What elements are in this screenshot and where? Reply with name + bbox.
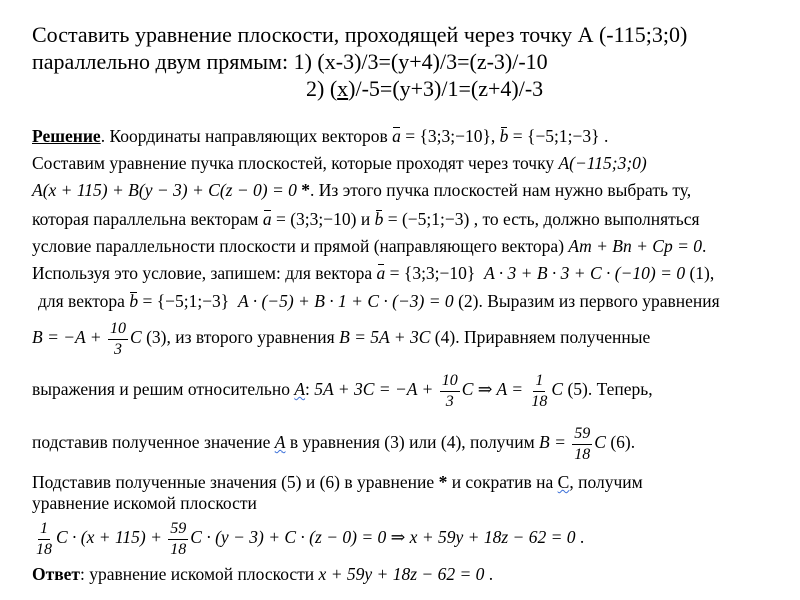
fraction-numerator: 10 [108, 320, 128, 340]
fraction-numerator: 59 [168, 520, 188, 540]
answer-heading: Ответ [32, 564, 81, 584]
parallel-condition: Am + Bn + Cp = 0 [568, 236, 703, 256]
final-equation-part-2: C · (y − 3) + C · (z − 0) = 0 ⇒ x + 59y + 18z − 62 = 0 [190, 527, 576, 548]
fraction-59-18 [572, 425, 592, 463]
fraction-denominator: 18 [170, 540, 187, 558]
solution-row-11 [32, 474, 643, 492]
solution-text: . Координаты направляющих векторов [100, 126, 388, 146]
plane-pencil-equation: A(x + 115) + B(y − 3) + C(z − 0) = 0 [32, 180, 297, 200]
solution-text: Составим уравнение пучка плоскостей, которые проходят через точку [32, 153, 555, 173]
problem-var-x: x [337, 76, 349, 101]
problem-line-2 [32, 51, 548, 73]
solution-text: Подставив полученные значения (5) и (6) в уравнение [32, 472, 435, 492]
solution-text: . [599, 126, 609, 146]
solution-row-2 [32, 155, 647, 173]
equation-star: * [296, 180, 311, 200]
vector-b: b [129, 291, 139, 311]
math-var-c: С [557, 472, 570, 492]
equation-1: A · 3 + B · 3 + C · (−10) = 0 [484, 263, 686, 283]
problem-line-3 [306, 78, 543, 100]
math-var-c: C [130, 327, 142, 348]
vector-a-value: = {3;3;−10} [400, 126, 491, 146]
problem-line-1 [32, 24, 687, 46]
math-var-c: C [551, 379, 564, 400]
fraction-10-3 [108, 320, 128, 358]
answer-equation: x + 59y + 18z − 62 = 0 [318, 564, 485, 584]
solution-text: Используя это условие, запишем: для вектора [32, 263, 373, 283]
solution-text: уравнение искомой плоскости [32, 493, 257, 513]
math-var-c: C [594, 432, 606, 453]
math-var-a: A [294, 379, 306, 400]
solution-row-13 [32, 520, 584, 558]
vector-b-value: = (−5;1;−3) [383, 209, 470, 229]
vector-a: a [376, 263, 386, 283]
fraction-numerator: 1 [533, 372, 545, 392]
solution-row-8 [32, 320, 650, 358]
equation-4: B = 5A + 3C [339, 327, 431, 348]
solution-heading: Решение [32, 126, 101, 146]
solution-text: условие параллельности плоскости и прямой (направляющего вектора) [32, 236, 565, 256]
fraction-denominator: 18 [36, 540, 52, 558]
fraction-numerator: 59 [572, 425, 592, 445]
vector-a: a [392, 126, 401, 146]
solution-text: (5). Теперь, [563, 379, 653, 400]
solution-row-9 [32, 372, 653, 410]
problem-text: )/-5=(y+3)/1=(z+4)/-3 [348, 76, 544, 101]
solution-row-6 [32, 265, 714, 283]
math-var-a: A [274, 432, 286, 453]
solution-row-1: Решение. Координаты направляющих векторов a = {3;3;−10}, b = {−5;1;−3} . [32, 126, 609, 146]
solution-text: и [356, 209, 375, 229]
fraction-10-3 [440, 372, 460, 410]
vector-b: b [374, 209, 384, 229]
solution-row-10 [32, 425, 635, 463]
vector-a-value: = (3;3;−10) [271, 209, 357, 229]
solution-row-7 [38, 293, 720, 311]
solution-row-5 [32, 238, 706, 256]
solution-text: (2). Выразим из первого уравнения [453, 291, 720, 311]
solution-text: , то есть, должно выполняться [469, 209, 700, 229]
vector-b: b [499, 126, 509, 146]
final-equation-part-1: C · (x + 115) + [56, 527, 162, 548]
problem-text: параллельно двум прямым: 1) (x-3)/3=(y+4)/3=(z-3)/-10 [32, 49, 548, 74]
equation-5-mid: C ⇒ A = [461, 379, 524, 400]
problem-text: Составить уравнение плоскости, проходящей через точку А (-115;3;0) [32, 22, 688, 47]
solution-text: (4). Приравняем полученные [430, 327, 651, 348]
answer-row [32, 566, 493, 584]
solution-text: . [702, 236, 707, 256]
equation-5-lhs: 5A + 3C = −A + [314, 379, 434, 400]
solution-text: . [484, 564, 494, 584]
problem-text: 2) ( [306, 76, 338, 101]
solution-text: выражения и решим относительно [32, 379, 290, 400]
solution-text: для вектора [38, 291, 125, 311]
solution-text: (6). [605, 432, 636, 453]
solution-text: и сократив на [451, 472, 554, 492]
solution-text: , получим [569, 472, 643, 492]
fraction-numerator: 1 [38, 520, 50, 540]
fraction-denominator: 3 [445, 392, 454, 410]
point-a-math: A(−115;3;0) [558, 153, 647, 173]
solution-text: . [575, 527, 585, 548]
vector-a-value: = {3;3;−10} [385, 263, 476, 283]
solution-text: . Из этого пучка плоскостей нам нужно выбрать ту, [310, 180, 692, 200]
fraction-59-18 [168, 520, 188, 558]
solution-row-4 [32, 211, 700, 229]
fraction-1-18 [34, 520, 54, 558]
equation-3-lhs: B = −A + [32, 327, 102, 348]
solution-text: : [305, 379, 310, 400]
equation-6-lhs: B = [539, 432, 566, 453]
equation-number: (1), [685, 263, 715, 283]
solution-text: в уравнения (3) или (4), получим [285, 432, 535, 453]
solution-text: : уравнение искомой плоскости [80, 564, 315, 584]
fraction-denominator: 18 [574, 445, 591, 463]
solution-text: которая параллельна векторам [32, 209, 259, 229]
solution-row-12 [32, 495, 257, 513]
solution-row-3 [32, 182, 691, 200]
fraction-numerator: 10 [440, 372, 460, 392]
fraction-1-18 [529, 372, 549, 410]
fraction-denominator: 3 [114, 340, 122, 358]
solution-text: подставив полученное значение [32, 432, 271, 453]
fraction-denominator: 18 [531, 392, 548, 410]
vector-a: a [262, 209, 272, 229]
equation-2: A · (−5) + B · 1 + C · (−3) = 0 [237, 291, 454, 311]
equation-star: * [434, 472, 452, 492]
vector-b-value: = {−5;1;−3} [508, 126, 600, 146]
vector-b-value: = {−5;1;−3} [138, 291, 230, 311]
solution-text: (3), из второго уравнения [141, 327, 335, 348]
